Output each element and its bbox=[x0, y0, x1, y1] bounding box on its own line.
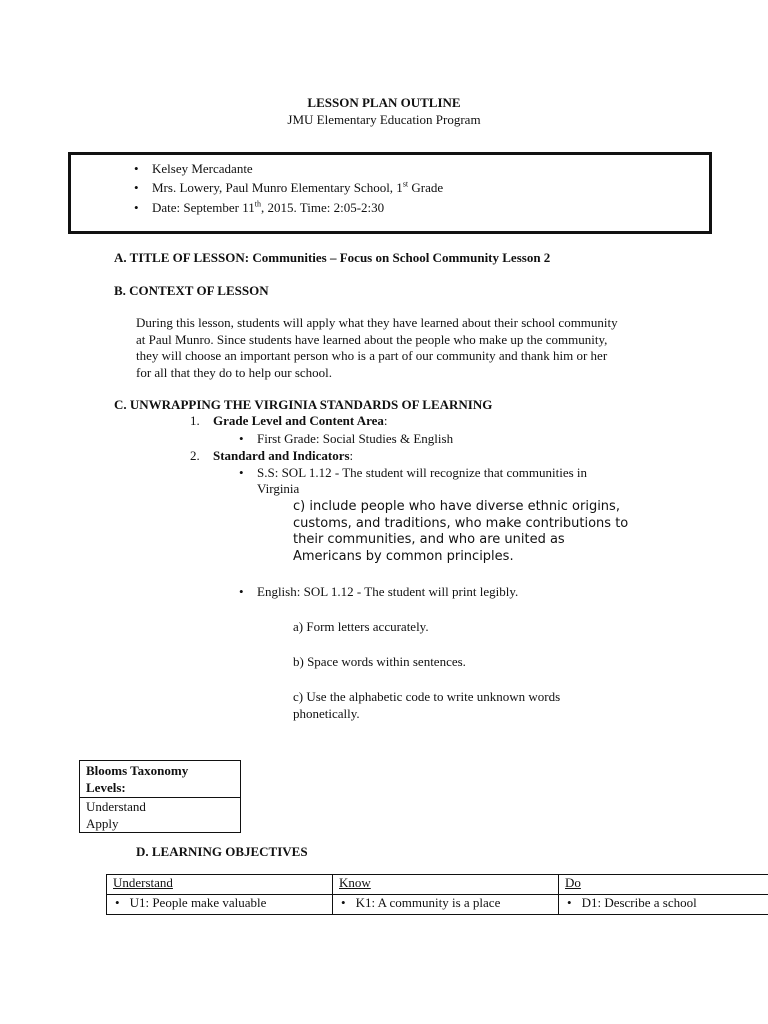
blooms-header: Blooms Taxonomy Levels: bbox=[80, 761, 240, 798]
table-row bbox=[107, 895, 768, 915]
item1-label: Grade Level and Content Area: bbox=[213, 413, 388, 428]
school-info: • Mrs. Lowery, Paul Munro Elementary School, 1st Grade bbox=[152, 180, 443, 196]
grade-level-bullet: • First Grade: Social Studies & English bbox=[257, 431, 453, 447]
blooms-levels: Understand Apply bbox=[86, 799, 146, 831]
info-box bbox=[68, 152, 712, 234]
english-indicator-a: a) Form letters accurately. bbox=[293, 619, 429, 634]
page-title: LESSON PLAN OUTLINE bbox=[307, 95, 461, 110]
context-paragraph: During this lesson, students will apply what they have learned about their school community at Paul Munro. Since students have learned about the people who make up the community, they will choose an important person who is a part of our community and thank him or her for all that they do to help our school. bbox=[136, 315, 618, 380]
english-indicator-b: b) Space words within sentences. bbox=[293, 654, 466, 669]
column-do: Do bbox=[565, 875, 581, 890]
english-standard: • English: SOL 1.12 - The student will print legibly. bbox=[257, 584, 518, 600]
teacher-name: • Kelsey Mercadante bbox=[152, 161, 253, 177]
ss-indicator-c: c) include people who have diverse ethnic origins, customs, and traditions, who make contributions to their communities, and who are united as Americans by common principles. bbox=[293, 499, 629, 564]
date-info: • Date: September 11th, 2015. Time: 2:05-2:30 bbox=[152, 200, 384, 216]
section-a-title: A. TITLE OF LESSON: Communities – Focus on School Community Lesson 2 bbox=[114, 250, 551, 265]
objective-k1: • K1: A community is a place bbox=[333, 895, 559, 915]
blooms-taxonomy-box bbox=[79, 760, 241, 833]
section-c-heading: C. UNWRAPPING THE VIRGINIA STANDARDS OF LEARNING bbox=[114, 397, 493, 412]
section-d-heading: D. LEARNING OBJECTIVES bbox=[136, 844, 308, 859]
column-know: Know bbox=[339, 875, 371, 890]
objective-d1: • D1: Describe a school bbox=[559, 895, 768, 915]
item2-number: 2. bbox=[190, 448, 200, 463]
table-header-row bbox=[107, 875, 768, 895]
english-indicator-c: c) Use the alphabetic code to write unknown words phonetically. bbox=[293, 689, 561, 721]
ss-standard: • S.S: SOL 1.12 - The student will recognize that communities in Virginia bbox=[257, 465, 587, 497]
page-subtitle: JMU Elementary Education Program bbox=[287, 112, 481, 127]
column-understand: Understand bbox=[113, 875, 173, 890]
objectives-table bbox=[106, 874, 768, 915]
section-b-heading: B. CONTEXT OF LESSON bbox=[114, 283, 269, 298]
item1-number: 1. bbox=[190, 413, 200, 428]
item2-label: Standard and Indicators: bbox=[213, 448, 354, 463]
objective-u1: • U1: People make valuable bbox=[107, 895, 333, 915]
